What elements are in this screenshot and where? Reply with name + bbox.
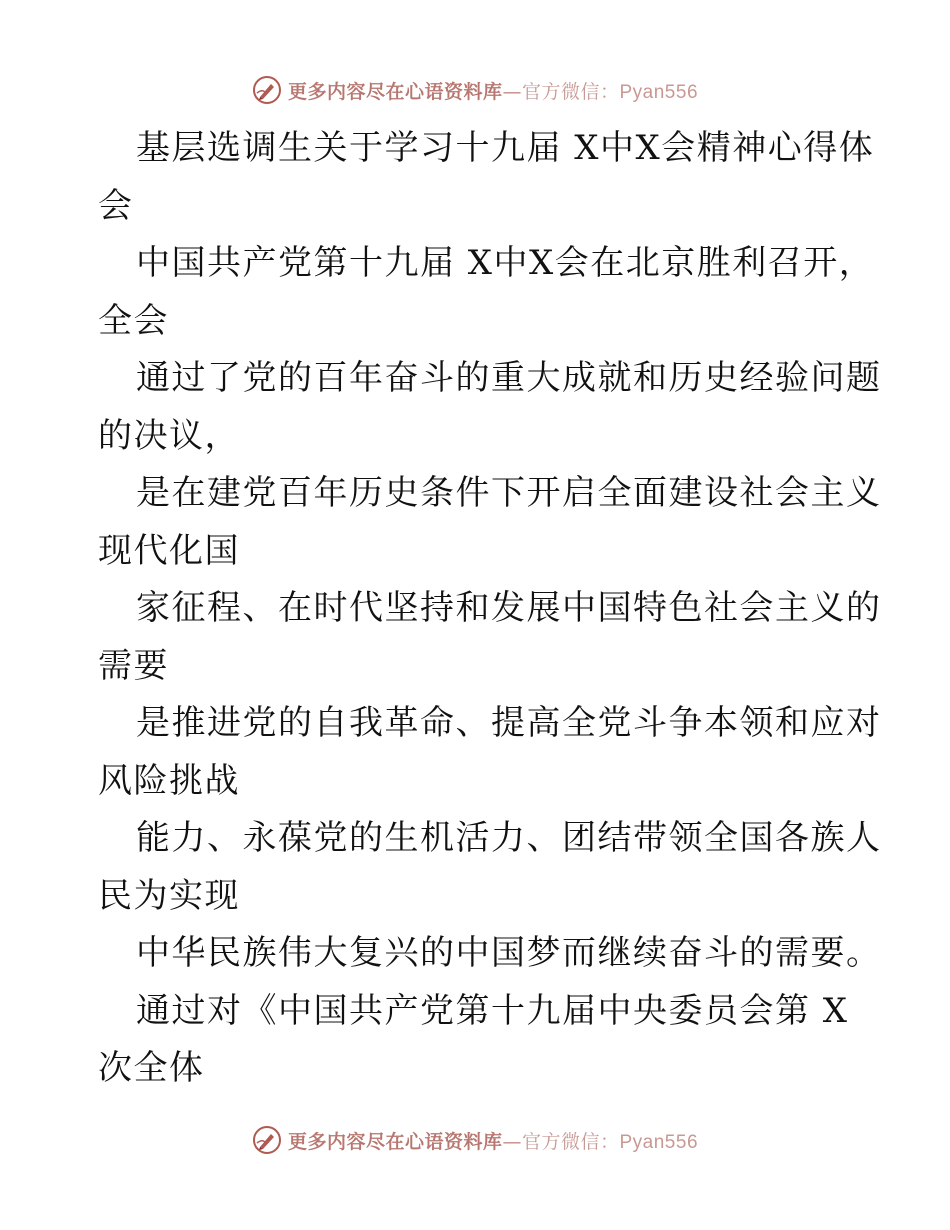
paragraph-line: 能力、永葆党的生机活力、团结带领全国各族人: [136, 818, 882, 858]
paragraph-line: 次全体: [98, 1048, 205, 1088]
paragraph-line: 中华民族伟大复兴的中国梦而继续奋斗的需要。: [136, 933, 882, 973]
pen-logo-icon: [252, 75, 282, 105]
document-body: [98, 120, 882, 1098]
paragraph-line: 是推进党的自我革命、提高全党斗争本领和应对: [136, 703, 882, 743]
pen-logo-icon: [252, 1125, 282, 1155]
document-title-line-1: 基层选调生关于学习十九届 X中X会精神心得体: [136, 128, 875, 168]
header-wechat-label: 官方微信：: [521, 80, 620, 103]
header-brand: 更多内容尽在心语资料库: [287, 80, 503, 103]
footer-handle: Pyan556: [619, 1131, 699, 1153]
header-handle: Pyan556: [619, 81, 699, 103]
paragraph-line: 民为实现: [98, 875, 240, 916]
paragraph-line: 需要: [98, 645, 169, 686]
paragraph-line: 是在建党百年历史条件下开启全面建设社会主义: [136, 473, 882, 513]
header-banner-text: [288, 77, 698, 104]
document-title-line-2: 会: [98, 185, 134, 226]
footer-separator: —: [502, 1130, 522, 1153]
paragraph-line: 现代化国: [98, 530, 240, 571]
paragraph-line: 风险挑战: [98, 760, 240, 801]
paragraph-line: 家征程、在时代坚持和发展中国特色社会主义的: [136, 588, 882, 628]
paragraph-line: 通过对《中国共产党第十九届中央委员会第 X: [136, 990, 849, 1031]
footer-banner-text: [288, 1127, 698, 1154]
paragraph-line: 中国共产党第十九届 X中X会在北京胜利召开，: [136, 243, 875, 283]
footer-brand: 更多内容尽在心语资料库: [287, 1130, 503, 1153]
header-banner: [0, 70, 950, 110]
paragraph-line: 的决议，: [98, 415, 240, 456]
paragraph-line: 全会: [98, 300, 169, 341]
footer-wechat-label: 官方微信：: [521, 1130, 620, 1153]
paragraph-line: 通过了党的百年奋斗的重大成就和历史经验问题: [136, 358, 882, 398]
header-separator: —: [502, 80, 522, 103]
footer-banner: [0, 1120, 950, 1160]
